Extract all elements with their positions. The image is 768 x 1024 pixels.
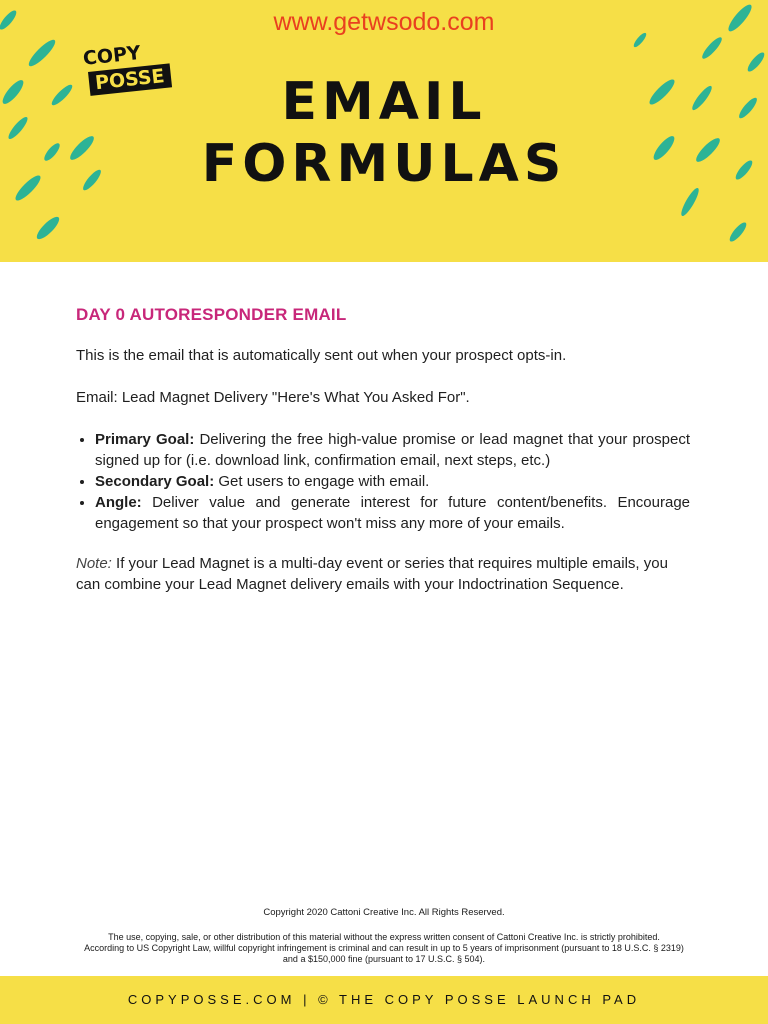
footer-text: COPYPOSSE.COM | © THE COPY POSSE LAUNCH PAD — [127, 992, 641, 1007]
goal-text: Deliver value and generate interest for future content/benefits. Encourage engagement so that your prospect won't miss any more of your emails. — [95, 494, 690, 532]
goal-label: Angle: — [95, 494, 142, 511]
section-heading: DAY 0 AUTORESPONDER EMAIL — [76, 305, 347, 324]
goal-label: Secondary Goal: — [95, 473, 215, 490]
note-paragraph — [76, 553, 690, 595]
legal-line: and a $150,000 fine (pursuant to 17 U.S.C. § 504). — [282, 954, 486, 964]
legal-line: According to US Copyright Law, willful copyright infringement is criminal and can result in up to 5 years of imprisonment (pursuant to 18 U.S.C. § 2319) — [84, 943, 684, 953]
list-item — [95, 429, 690, 471]
goal-text: Delivering the free high-value promise or lead magnet that your prospect signed up for (i.e. download link, confirmation email, next steps, etc.) — [95, 431, 690, 469]
list-item — [95, 471, 690, 492]
note-label: Note: — [76, 555, 112, 572]
header-banner — [0, 0, 768, 262]
page-title-line2: FORMULAS — [201, 134, 567, 194]
legal-fine-print — [40, 932, 728, 965]
logo-line-posse: POSSE — [94, 65, 166, 95]
main-content — [76, 305, 690, 616]
goal-label: Primary Goal: — [95, 431, 195, 448]
note-text: If your Lead Magnet is a multi-day event or series that requires multiple emails, you can combine your Lead Magnet delivery emails with your Indoctrination Sequence. — [76, 555, 668, 593]
goals-list — [76, 429, 690, 534]
legal-line: The use, copying, sale, or other distribution of this material without the express written consent of Cattoni Creative Inc. is strictly prohibited. — [108, 932, 660, 942]
copyright-notice: Copyright 2020 Cattoni Creative Inc. All Rights Reserved. — [263, 907, 505, 918]
page-title-line1: EMAIL — [281, 72, 487, 132]
logo-line-copy: COPY — [82, 41, 142, 70]
goal-text: Get users to engage with email. — [214, 473, 430, 490]
list-item — [95, 492, 690, 534]
email-subject-line: Email: Lead Magnet Delivery "Here's What You Asked For". — [76, 389, 470, 406]
intro-paragraph: This is the email that is automatically sent out when your prospect opts-in. — [76, 347, 567, 364]
footer-bar — [0, 976, 768, 1024]
site-url[interactable]: www.getwsodo.com — [273, 8, 495, 36]
